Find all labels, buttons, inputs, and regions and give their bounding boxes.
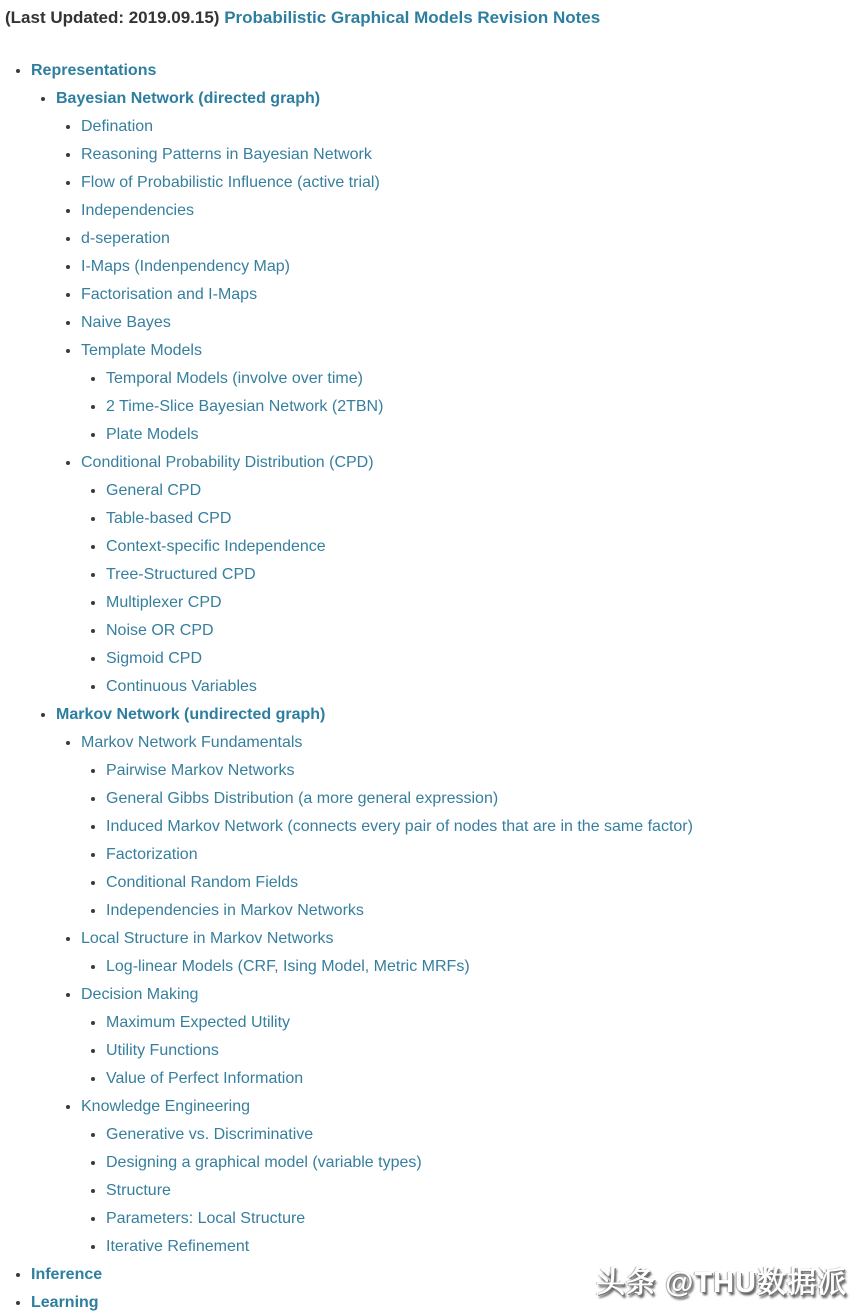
toc-item [81, 981, 859, 1093]
toc-link[interactable]: Induced Markov Network (connects every pair of nodes that are in the same factor) [106, 818, 693, 835]
toc-item [106, 1009, 859, 1037]
toc-link[interactable]: Value of Perfect Information [106, 1070, 304, 1087]
toc-item [81, 925, 859, 981]
toc-list [81, 1009, 859, 1093]
toc-link[interactable]: Learning [31, 1294, 99, 1311]
toc-item [106, 393, 859, 421]
toc-item [106, 421, 859, 449]
toc-item [81, 729, 859, 925]
toc-item [106, 757, 859, 785]
toc-link[interactable]: Bayesian Network (directed graph) [56, 90, 321, 107]
toc-item [106, 1149, 859, 1177]
toc-link[interactable]: Independencies in Markov Networks [106, 902, 364, 919]
toc-item [106, 1037, 859, 1065]
toc-link[interactable]: Local Structure in Markov Networks [81, 930, 334, 947]
toc-link[interactable]: 2 Time-Slice Bayesian Network (2TBN) [106, 398, 384, 415]
toc-item [106, 617, 859, 645]
toc-link[interactable]: Structure [106, 1182, 171, 1199]
toc-item [31, 57, 859, 1261]
toc-link[interactable]: Inference [31, 1266, 103, 1283]
toc-link[interactable]: Knowledge Engineering [81, 1098, 251, 1115]
toc-item [81, 141, 859, 169]
toc-link[interactable]: I-Maps (Indenpendency Map) [81, 258, 290, 275]
toc-link[interactable]: Iterative Refinement [106, 1238, 250, 1255]
toc-link[interactable]: Context-specific Independence [106, 538, 326, 555]
toc-list [31, 85, 859, 1261]
toc-link[interactable]: Tree-Structured CPD [106, 566, 256, 583]
toc-item [106, 673, 859, 701]
toc-link[interactable]: General CPD [106, 482, 202, 499]
page-header [0, 0, 859, 30]
toc-link[interactable]: Independencies [81, 202, 194, 219]
toc-item [106, 785, 859, 813]
toc-item [106, 1177, 859, 1205]
toc-item [106, 1233, 859, 1261]
toc-item [106, 841, 859, 869]
toc-item [81, 281, 859, 309]
toc-item [81, 449, 859, 701]
toc-link[interactable]: Designing a graphical model (variable types) [106, 1154, 422, 1171]
toc-link[interactable]: Conditional Random Fields [106, 874, 299, 891]
toc-item [106, 365, 859, 393]
toc-link[interactable]: Generative vs. Discriminative [106, 1126, 314, 1143]
toc-link[interactable]: Naive Bayes [81, 314, 171, 331]
page-title-link[interactable]: Probabilistic Graphical Models Revision Notes [224, 8, 601, 27]
watermark: 头条 @THU数据派 [596, 1267, 847, 1299]
toc-list [56, 729, 859, 1261]
toc-list [81, 953, 859, 981]
toc-item [81, 113, 859, 141]
toc-link[interactable]: Multiplexer CPD [106, 594, 222, 611]
toc-link[interactable]: Plate Models [106, 426, 199, 443]
toc-link[interactable]: Flow of Probabilistic Influence (active trial) [81, 174, 380, 191]
toc-item [106, 813, 859, 841]
toc-list [81, 1121, 859, 1261]
toc-list [0, 57, 859, 1313]
toc-list [81, 477, 859, 701]
toc-link[interactable]: Markov Network (undirected graph) [56, 706, 326, 723]
toc-item [106, 533, 859, 561]
toc-link[interactable]: Parameters: Local Structure [106, 1210, 306, 1227]
toc-item [81, 309, 859, 337]
toc-item [81, 1093, 859, 1261]
toc-item [106, 645, 859, 673]
toc-item [81, 197, 859, 225]
toc-link[interactable]: Table-based CPD [106, 510, 232, 527]
toc-link[interactable]: Decision Making [81, 986, 199, 1003]
toc-item [106, 1121, 859, 1149]
toc-link[interactable]: Noise OR CPD [106, 622, 214, 639]
toc-link[interactable]: General Gibbs Distribution (a more general expression) [106, 790, 499, 807]
toc-link[interactable]: Maximum Expected Utility [106, 1014, 291, 1031]
toc-link[interactable]: Sigmoid CPD [106, 650, 203, 667]
toc-list [81, 757, 859, 925]
toc-item [81, 169, 859, 197]
toc-item [106, 897, 859, 925]
toc-link[interactable]: Template Models [81, 342, 202, 359]
toc-item [81, 225, 859, 253]
toc-link[interactable]: Utility Functions [106, 1042, 219, 1059]
toc-link[interactable]: Defination [81, 118, 154, 135]
toc-link[interactable]: Factorisation and I-Maps [81, 286, 258, 303]
toc-item [106, 477, 859, 505]
toc-link[interactable]: Factorization [106, 846, 198, 863]
toc-item [106, 561, 859, 589]
toc-link[interactable]: Reasoning Patterns in Bayesian Network [81, 146, 372, 163]
toc-item [81, 337, 859, 449]
toc-item [56, 701, 859, 1261]
toc-link[interactable]: Continuous Variables [106, 678, 257, 695]
toc-link[interactable]: Markov Network Fundamentals [81, 734, 303, 751]
toc-item [106, 1205, 859, 1233]
toc-item [106, 1065, 859, 1093]
toc-item [56, 85, 859, 701]
toc-link[interactable]: Pairwise Markov Networks [106, 762, 295, 779]
toc-item [81, 253, 859, 281]
toc-list [81, 365, 859, 449]
toc-item [106, 869, 859, 897]
table-of-contents [0, 57, 859, 1313]
last-updated-label: (Last Updated: 2019.09.15) [5, 8, 220, 27]
toc-item [106, 589, 859, 617]
toc-link[interactable]: Representations [31, 62, 157, 79]
toc-link[interactable]: Log-linear Models (CRF, Ising Model, Metric MRFs) [106, 958, 470, 975]
toc-link[interactable]: Temporal Models (involve over time) [106, 370, 363, 387]
toc-item [106, 953, 859, 981]
toc-list [56, 113, 859, 701]
toc-item [106, 505, 859, 533]
toc-link[interactable]: Conditional Probability Distribution (CPD) [81, 454, 374, 471]
toc-link[interactable]: d-seperation [81, 230, 170, 247]
